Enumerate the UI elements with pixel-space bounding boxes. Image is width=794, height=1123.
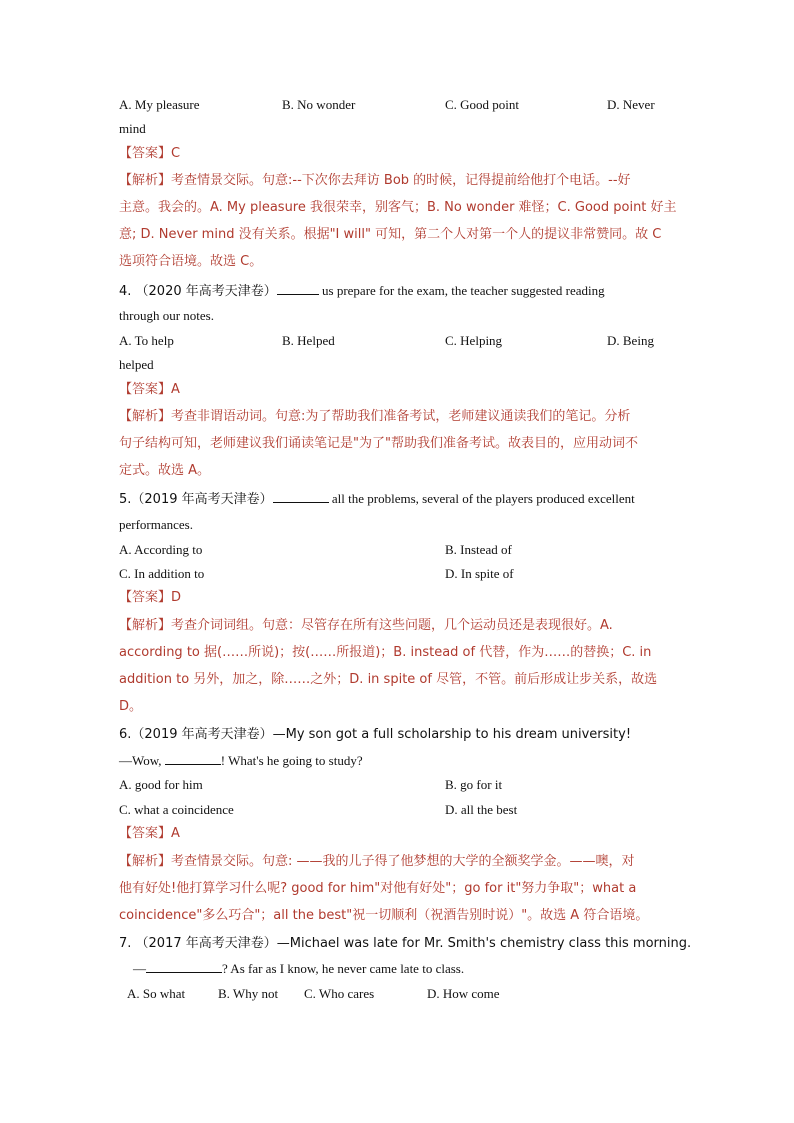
q6-blank [165,752,221,765]
q5-option-b: B. Instead of [445,542,512,557]
q4-stem-line-2: through our notes. [119,308,214,323]
q6-stem-line-2 [119,752,679,770]
q6-option-a: A. good for him [119,777,203,792]
q5-option-c: C. In addition to [119,566,205,581]
q4-number: 4. （2020 年高考天津卷） [119,284,277,299]
q5-answer: 【答案】D [119,590,182,605]
q6-analysis-line-1: 【解析】考查情景交际。句意: ——我的儿子得了他梦想的大学的全额奖学金。——噢，对 [119,854,635,869]
q3-option-a: A. My pleasure [119,97,200,112]
q4-analysis-line-1: 【解析】考查非谓语动词。句意:为了帮助我们准备考试，老师建议通读我们的笔记。分析 [119,409,631,424]
q6-stem-line-1: 6.（2019 年高考天津卷）—My son got a full scholarship to his dream university! [119,727,632,742]
q3-answer: 【答案】C [119,146,181,161]
q4-analysis-line-2: 句子结构可知，老师建议我们诵读笔记是"为了"帮助我们准备考试。故表目的，应用动词不 [119,436,638,451]
q5-stem [119,490,679,509]
q7-stem-text: ? As far as I know, he never came late to class. [222,961,465,976]
q4-option-c: C. Helping [445,333,503,348]
q4-option-d: D. Being [607,333,654,348]
q5-stem-line-2: performances. [119,517,193,532]
q4-answer: 【答案】A [119,382,180,397]
q5-analysis-line-3: addition to 另外，加之，除……之外；D. in spite of 尽管，不管。前后形成让步关系，故选 [119,672,658,687]
q5-blank [273,490,329,503]
q7-stem-line-2 [133,960,693,978]
q3-option-wrap: mind [119,121,146,136]
q5-option-a: A. According to [119,542,203,557]
q6-prefix: —Wow, [119,753,165,768]
q4-option-a: A. To help [119,333,174,348]
q3-option-b: B. No wonder [282,97,356,112]
q6-stem-text: ! What's he going to study? [220,753,363,768]
q4-option-wrap: helped [119,357,154,372]
q6-option-c: C. what a coincidence [119,802,234,817]
q3-analysis-line-2: 主意。我会的。A. My pleasure 我很荣幸，别客气；B. No wonder 难怪；C. Good point 好主 [119,200,677,215]
q7-option-a: A. So what [127,986,186,1001]
q4-blank [277,282,319,295]
q6-option-b: B. go for it [445,777,503,792]
q7-blank [146,960,222,973]
q5-number: 5.（2019 年高考天津卷） [119,492,273,507]
q3-analysis-line-3: 意; D. Never mind 没有关系。根据"I will" 可知，第二个人对第一个人的提议非常赞同。故 C [119,227,662,242]
q7-option-d: D. How come [427,986,500,1001]
q5-analysis-line-1: 【解析】考查介词词组。句意：尽管存在所有这些问题，几个运动员还是表现很好。A. [119,618,613,633]
q5-analysis-line-4: D。 [119,699,143,714]
q3-option-c: C. Good point [445,97,520,112]
q7-option-c: C. Who cares [304,986,375,1001]
q6-answer: 【答案】A [119,826,180,841]
q7-stem-line-1: 7. （2017 年高考天津卷）—Michael was late for Mr. Smith's chemistry class this morning. [119,936,692,951]
q4-stem-text: us prepare for the exam, the teacher suggested reading [318,283,605,298]
q6-option-d: D. all the best [445,802,518,817]
q4-analysis-line-3: 定式。故选 A。 [119,463,211,478]
q7-option-b: B. Why not [218,986,279,1001]
q4-stem [119,282,679,301]
q5-stem-text: all the problems, several of the players produced excellent [328,491,635,506]
q4-option-b: B. Helped [282,333,335,348]
q3-analysis-line-1: 【解析】考查情景交际。句意:--下次你去拜访 Bob 的时候，记得提前给他打个电话。--好 [119,173,631,188]
q5-analysis-line-2: according to 据(……所说)；按(……所报道)；B. instead of 代替，作为……的替换；C. in [119,645,652,660]
q7-prefix: — [133,961,146,976]
q6-analysis-line-3: coincidence"多么巧合"；all the best"祝一切顺利（祝酒告别时说）"。故选 A 符合语境。 [119,908,649,923]
q5-option-d: D. In spite of [445,566,514,581]
q6-analysis-line-2: 他有好处!他打算学习什么呢? good for him"对他有好处"；go for it"努力争取"；what a [119,881,637,896]
q3-analysis-line-4: 选项符合语境。故选 C。 [119,254,263,269]
q3-option-d: D. Never [607,97,655,112]
